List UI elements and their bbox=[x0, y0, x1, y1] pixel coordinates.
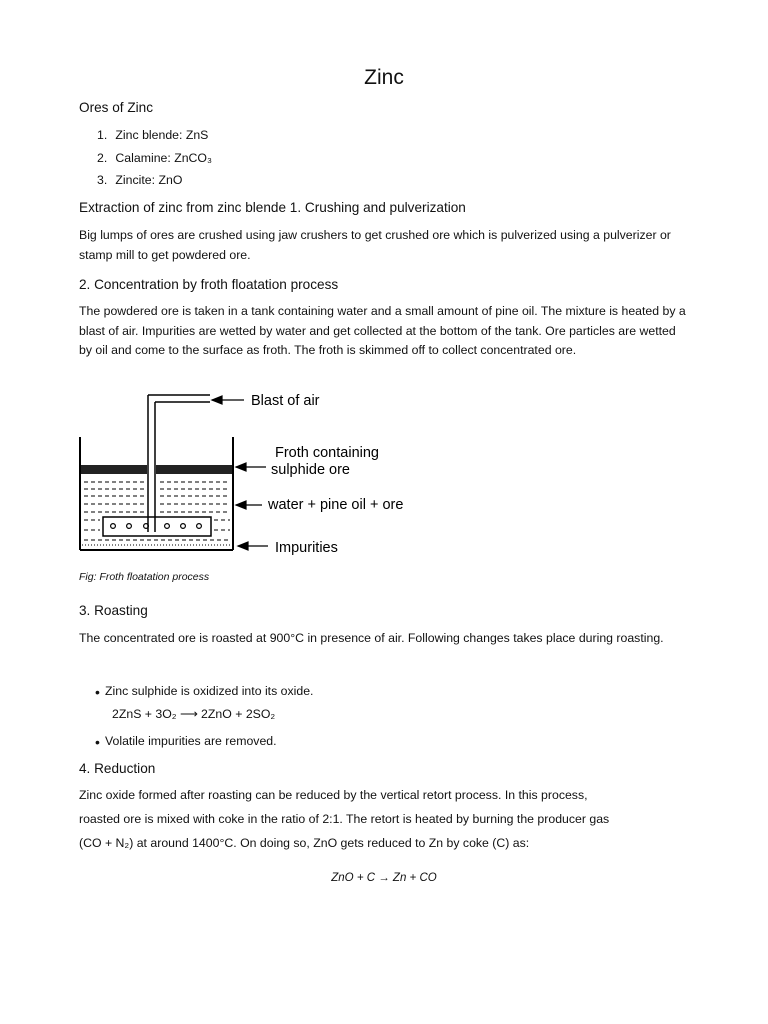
ores-list bbox=[97, 124, 212, 192]
label-froth-line2: sulphide ore bbox=[271, 462, 350, 478]
section3-text: The concentrated ore is roasted at 900°C in presence of air. Following changes takes place during roasting. bbox=[79, 631, 664, 645]
list-item: 3. Zincite: ZnO bbox=[97, 173, 183, 187]
reduction-equation: ZnO + C → Zn + CO bbox=[331, 872, 437, 884]
section2-heading: 2. Concentration by froth floatation process bbox=[79, 277, 339, 292]
section4-line3: (CO + N₂) at around 1400°C. On doing so, ZnO gets reduced to Zn by coke (C) as: bbox=[79, 836, 530, 850]
section4-line1: Zinc oxide formed after roasting can be reduced by the vertical retort process. In this process, bbox=[79, 788, 588, 802]
section1-text: Big lumps of ores are crushed using jaw crushers to get crushed ore which is pulverized using a pulverizer or stamp mill to get powdered ore. bbox=[79, 228, 671, 262]
section2-text: The powdered ore is taken in a tank containing water and a small amount of pine oil. The mixture is heated by a blast of air. Impurities are wetted by water and get collected at the bottom of the tank. Ore particles are wetted by oil and come to the surface as froth. The froth is skimmed off to collect concentrated ore. bbox=[79, 304, 686, 358]
section1-heading: Extraction of zinc from zinc blende 1. Crushing and pulverization bbox=[79, 200, 466, 215]
list-item: 2. Calamine: ZnCO₃ bbox=[97, 150, 213, 165]
froth-floatation-diagram bbox=[0, 380, 768, 560]
label-impurities: Impurities bbox=[275, 540, 338, 556]
bullet-icon: • bbox=[95, 734, 100, 750]
section3-heading: 3. Roasting bbox=[79, 603, 148, 618]
section4-line2: roasted ore is mixed with coke in the ratio of 2:1. The retort is heated by burning the producer gas bbox=[79, 812, 610, 826]
bullet-icon: • bbox=[95, 684, 100, 700]
list-item: • Volatile impurities are removed. bbox=[95, 734, 277, 750]
section4-heading: 4. Reduction bbox=[79, 761, 156, 776]
label-water-pine-oil: water + pine oil + ore bbox=[268, 497, 404, 513]
list-item: • Zinc sulphide is oxidized into its oxide. bbox=[95, 684, 314, 700]
label-blast-of-air: Blast of air bbox=[251, 393, 320, 409]
figure-caption: Fig: Froth floatation process bbox=[79, 571, 210, 583]
list-item: 1. Zinc blende: ZnS bbox=[97, 128, 209, 142]
ores-heading: Ores of Zinc bbox=[79, 100, 154, 115]
roasting-equation: 2ZnS + 3O₂ ⟶ 2ZnO + 2SO₂ bbox=[112, 707, 276, 721]
label-froth-line1: Froth containing bbox=[275, 445, 379, 461]
page-title: Zinc bbox=[364, 66, 404, 89]
